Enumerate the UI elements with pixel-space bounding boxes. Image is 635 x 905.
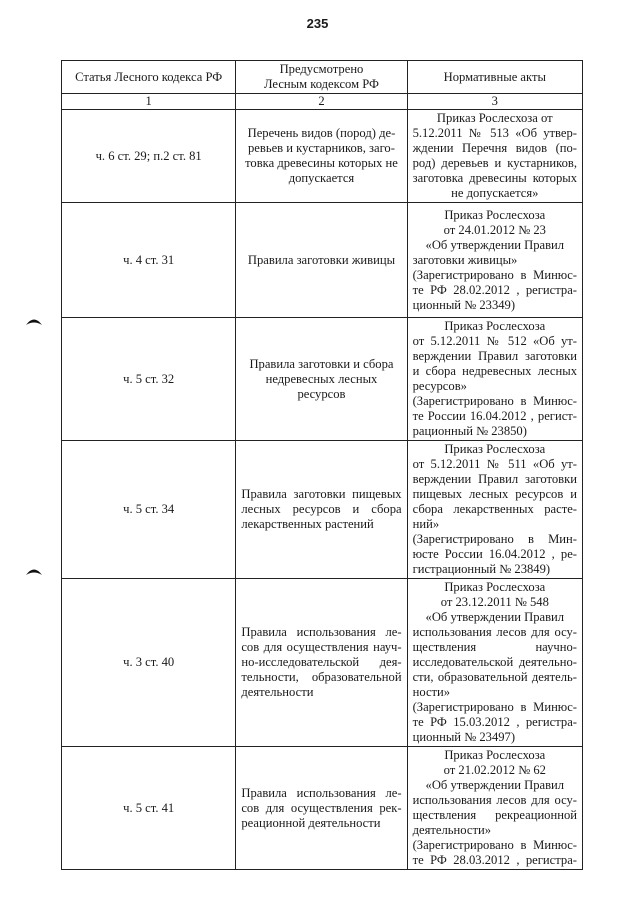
provision-cell bbox=[236, 318, 407, 441]
article-cell: ч. 4 ст. 31 bbox=[62, 203, 236, 318]
provision-line: но-исследовательской дея- bbox=[241, 655, 402, 669]
normative-act-line: (Зарегистрировано в Минюс- bbox=[412, 394, 577, 408]
provision-line: сов для осуществления науч- bbox=[241, 640, 402, 654]
normative-act-line: ционный № 23349) bbox=[412, 297, 516, 312]
header-provision bbox=[236, 61, 407, 94]
normative-act-line: (Зарегистрировано в Минюс- bbox=[412, 267, 577, 282]
legislation-table bbox=[61, 60, 583, 870]
normative-act-line: заготовки живицы» bbox=[412, 252, 518, 267]
provision-line: товка древесины которых не bbox=[245, 156, 398, 170]
provision-line: Правила использования ле- bbox=[241, 625, 402, 639]
normative-acts-cell bbox=[407, 441, 582, 579]
normative-act-line: сти, образовательной деятель- bbox=[412, 670, 577, 684]
column-number: 1 bbox=[62, 94, 236, 110]
normative-act-line: «Об утверждении Правил bbox=[425, 610, 565, 624]
normative-acts-cell bbox=[407, 747, 582, 870]
normative-act-line: ционный № 23497) bbox=[412, 730, 516, 744]
normative-act-line: верждении Правил заготовки bbox=[412, 472, 577, 486]
provision-cell bbox=[236, 110, 407, 203]
header-acts: Нормативные акты bbox=[407, 61, 582, 94]
normative-act-line: от 5.12.2011 № 512 «Об ут- bbox=[412, 334, 577, 348]
provision-line: ревьев и кустарников, заго- bbox=[248, 141, 395, 155]
normative-act-line: ществления научно- bbox=[412, 640, 577, 654]
normative-act-line: заготовка древесины которых bbox=[412, 171, 577, 185]
normative-act-line: «Об утверждении Правил bbox=[425, 778, 565, 792]
provision-cell bbox=[236, 747, 407, 870]
article-cell: ч. 5 ст. 41 bbox=[62, 747, 236, 870]
normative-act-line: сбора лекарственных расте- bbox=[412, 502, 577, 516]
normative-act-line: использования лесов для осу- bbox=[412, 625, 577, 639]
normative-act-line: юсте России 16.04.2012 , ре- bbox=[412, 547, 577, 561]
provision-line: Перечень видов (пород) де- bbox=[247, 126, 396, 140]
column-number: 3 bbox=[407, 94, 582, 110]
normative-act-line: пищевых лесных ресурсов и bbox=[412, 487, 577, 501]
column-number: 2 bbox=[236, 94, 407, 110]
normative-acts-cell bbox=[407, 318, 582, 441]
normative-act-line: Приказ Рослесхоза bbox=[444, 319, 546, 333]
provision-cell bbox=[236, 579, 407, 747]
provision-cell bbox=[236, 441, 407, 579]
page-number: 235 bbox=[306, 16, 329, 31]
provision-cell bbox=[236, 203, 407, 318]
normative-act-line: и сбора недревесных лесных bbox=[412, 364, 577, 378]
normative-act-line: ждении Перечня видов (по- bbox=[412, 141, 577, 155]
normative-act-line: Приказ Рослесхоза bbox=[444, 580, 546, 594]
normative-acts-cell bbox=[407, 579, 582, 747]
normative-act-line: верждении Правил заготовки bbox=[412, 349, 577, 363]
normative-act-line: гистрационный № 23849) bbox=[412, 562, 551, 576]
normative-act-line: ресурсов» bbox=[412, 379, 467, 393]
normative-act-line: те России 16.04.2012 , регист- bbox=[412, 409, 577, 423]
normative-act-line: род) деревьев и кустарников, bbox=[412, 156, 577, 170]
provision-line: Правила заготовки и сбора bbox=[249, 356, 394, 371]
table-row bbox=[62, 441, 583, 579]
article-cell: ч. 5 ст. 32 bbox=[62, 318, 236, 441]
provision-line: Правила использования ле- bbox=[241, 785, 402, 800]
provision-line: Правила заготовки живицы bbox=[247, 252, 396, 267]
normative-act-line: те РФ 28.03.2012 , регистра- bbox=[412, 853, 577, 867]
article-cell: ч. 6 ст. 29; п.2 ст. 81 bbox=[62, 110, 236, 203]
table-row bbox=[62, 318, 583, 441]
provision-line: реационной деятельности bbox=[241, 815, 381, 830]
normative-act-line: (Зарегистрировано в Мин- bbox=[412, 532, 577, 546]
normative-act-line: (Зарегистрировано в Минюс- bbox=[412, 700, 577, 714]
normative-act-line: те РФ 15.03.2012 , регистра- bbox=[412, 715, 577, 729]
normative-act-line: «Об утверждении Правил bbox=[425, 237, 565, 252]
normative-act-line: от 5.12.2011 № 511 «Об ут- bbox=[412, 457, 577, 471]
normative-act-line: Приказ Рослесхоза bbox=[444, 442, 546, 456]
normative-act-line: ности» bbox=[412, 685, 451, 699]
provision-line: лесных ресурсов и сбора bbox=[241, 502, 402, 516]
normative-acts-cell bbox=[407, 203, 582, 318]
normative-act-line: не допускается» bbox=[451, 186, 539, 200]
normative-act-line: рационный № 23850) bbox=[412, 424, 527, 438]
normative-act-line: Приказ Рослесхоза bbox=[444, 748, 546, 762]
normative-act-line: ществления рекреационной bbox=[412, 808, 577, 822]
normative-acts-cell bbox=[407, 110, 582, 203]
header-article: Статья Лесного кодекса РФ bbox=[62, 61, 236, 94]
provision-line: тельности, образовательной bbox=[241, 670, 402, 684]
header-provision-line: Лесным кодексом РФ bbox=[263, 77, 379, 91]
normative-act-line: от 23.12.2011 № 548 bbox=[440, 595, 549, 609]
binder-hole-mark bbox=[25, 316, 43, 326]
provision-line: допускается bbox=[288, 171, 355, 185]
article-cell: ч. 5 ст. 34 bbox=[62, 441, 236, 579]
table-row bbox=[62, 747, 583, 870]
normative-act-line: те РФ 28.02.2012 , регистра- bbox=[412, 282, 577, 297]
header-provision-line: Предусмотрено bbox=[279, 62, 364, 76]
table-row bbox=[62, 110, 583, 203]
provision-line: лекарственных растений bbox=[241, 517, 374, 531]
normative-act-line: исследовательской деятельно- bbox=[412, 655, 577, 669]
normative-act-line: деятельности» bbox=[412, 823, 491, 837]
provision-line: недревесных лесных bbox=[265, 371, 378, 386]
table-row bbox=[62, 579, 583, 747]
provision-line: сов для осуществления рек- bbox=[241, 800, 402, 815]
normative-act-line: ний» bbox=[412, 517, 440, 531]
binder-hole-mark bbox=[25, 566, 43, 576]
provision-line: деятельности bbox=[241, 685, 314, 699]
column-numbers-row bbox=[62, 94, 583, 110]
normative-act-line: 5.12.2011 № 513 «Об утвер- bbox=[412, 126, 577, 140]
normative-act-line: от 24.01.2012 № 23 bbox=[443, 222, 546, 237]
normative-act-line: Приказ Рослесхоза от bbox=[436, 111, 553, 125]
article-cell: ч. 3 ст. 40 bbox=[62, 579, 236, 747]
provision-line: Правила заготовки пищевых bbox=[241, 487, 402, 501]
table-header-row bbox=[62, 61, 583, 94]
provision-line: ресурсов bbox=[297, 386, 346, 401]
normative-act-line: от 21.02.2012 № 62 bbox=[443, 763, 546, 777]
normative-act-line: (Зарегистрировано в Минюс- bbox=[412, 838, 577, 852]
normative-act-line: Приказ Рослесхоза bbox=[444, 207, 546, 222]
normative-act-line: использования лесов для осу- bbox=[412, 793, 577, 807]
table-row bbox=[62, 203, 583, 318]
